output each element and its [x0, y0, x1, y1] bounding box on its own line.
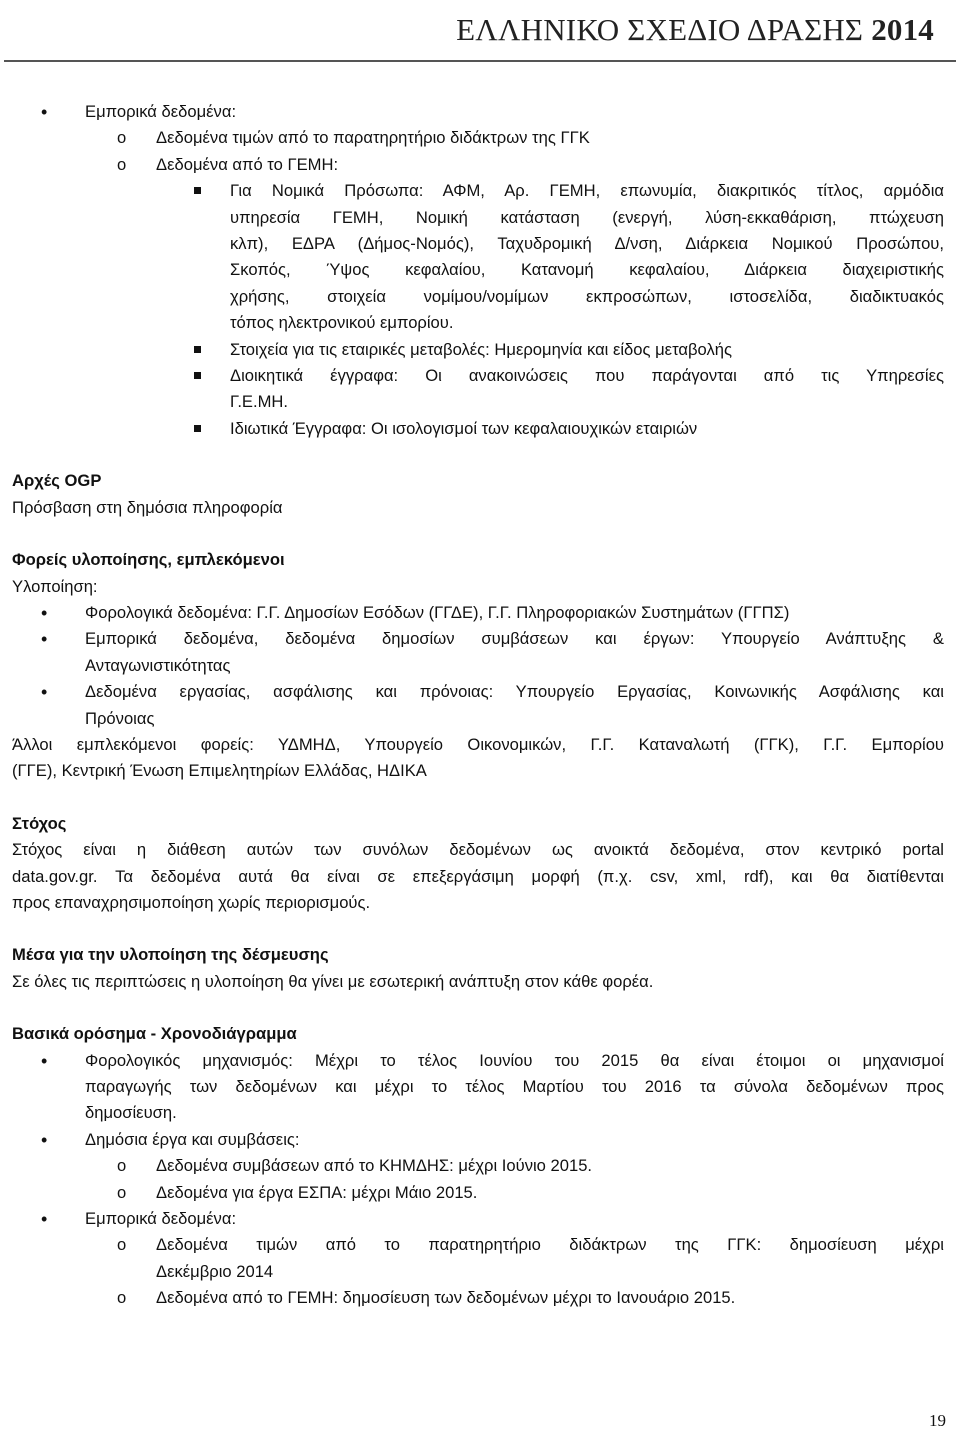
- page-content: [12, 99, 944, 1312]
- header-divider: [4, 60, 956, 62]
- circle-bullet-icon: o: [117, 128, 127, 148]
- spacer: [12, 521, 944, 547]
- paragraph-line: Διοικητικά έγγραφα: Οι ανακοινώσεις που παράγονται από τις Υπηρεσίες: [230, 366, 944, 386]
- paragraph-line: Πρόνοιας: [85, 708, 155, 728]
- bodies-heading: Φορείς υλοποίησης, εμπλεκόμενοι: [12, 550, 285, 570]
- spacer: [12, 785, 944, 811]
- sub-bullet-espa: o Δεδομένα για έργα ΕΣΠΑ: μέχρι Μάιο 2015.: [12, 1180, 944, 1206]
- paragraph-line: τόπος ηλεκτρονικού εμπορίου.: [230, 313, 454, 333]
- bullet-dot-icon: •: [41, 602, 48, 623]
- circle-bullet-icon: o: [117, 1235, 127, 1255]
- spacer: [12, 916, 944, 942]
- means-text: Σε όλες τις περιπτώσεις η υλοποίηση θα γίνει με εσωτερική ανάπτυξη στον κάθε φορέα.: [12, 971, 654, 991]
- page-header: [456, 12, 934, 48]
- bullet-dot-icon: •: [41, 1129, 48, 1150]
- paragraph-line: παραγωγής των δεδομένων και μέχρι το τέλος Μαρτίου του 2016 τα σύνολα δεδομένων προς: [85, 1077, 944, 1096]
- spacer: [12, 995, 944, 1021]
- page-number: 19: [929, 1411, 946, 1430]
- paragraph-line: Ανταγωνιστικότητας: [85, 655, 231, 675]
- paragraph-line: data.gov.gr. Τα δεδομένα αυτά θα είναι σε επεξεργάσιμη μορφή (π.χ. csv, xml, rdf), και θα διατίθενται: [12, 866, 944, 886]
- square-bullet-icon: [194, 425, 201, 432]
- sub-bullet-gemi-milestone: o Δεδομένα από το ΓΕΜΗ: δημοσίευση των δεδομένων μέχρι το Ιανουάριο 2015.: [12, 1285, 944, 1311]
- circle-bullet-icon: o: [117, 1182, 127, 1202]
- square-bullet-corporate-changes: Στοιχεία για τις εταιρικές μεταβολές: Ημερομηνία και είδος μεταβολής: [12, 337, 944, 363]
- paragraph-line: Φορολογικός μηχανισμός: Μέχρι το τέλος Ιουνίου του 2015 θα είναι έτοιμοι οι μηχανισμοί: [85, 1050, 944, 1070]
- sub-bullet-tuition-prices: o Δεδομένα τιμών από το παρατηρητήριο διδάκτρων της ΓΓΚ: [12, 125, 944, 151]
- paragraph-line: προς επαναχρησιμοποίηση χωρίς περιορισμούς.: [12, 892, 371, 912]
- bullet-labour-body: [12, 679, 944, 732]
- paragraph-line: Στόχος είναι η διάθεση αυτών των συνόλων δεδομένων ως ανοικτά δεδομένα, στον κεντρικό portal: [12, 840, 944, 860]
- paragraph-line: υπηρεσία ΓΕΜΗ, Νομική κατάσταση (ενεργή, λύση-εκκαθάριση, πτώχευση: [230, 207, 944, 227]
- bullet-tax-mechanism: [12, 1048, 944, 1127]
- bullet-dot-icon: •: [41, 1050, 48, 1071]
- square-bullet-icon: [194, 372, 201, 379]
- bullet-dot-icon: •: [41, 682, 48, 703]
- paragraph-line: δημοσίευση.: [85, 1103, 177, 1123]
- bullet-public-works: • Δημόσια έργα και συμβάσεις:: [12, 1127, 944, 1153]
- ogp-heading: Αρχές OGP: [12, 471, 102, 491]
- sub-bullet-tuition-milestone: [12, 1232, 944, 1285]
- bullet-commercial-milestones: • Εμπορικά δεδομένα:: [12, 1206, 944, 1232]
- paragraph-line: χρήσης, στοιχεία νομίμου/νομίμων εκπροσώπων, ιστοσελίδα, διαδικτυακός: [230, 286, 944, 306]
- paragraph-line: Άλλοι εμπλεκόμενοι φορείς: ΥΔΜΗΔ, Υπουργείο Οικονομικών, Γ.Γ. Καταναλωτή (ΓΓΚ), Γ.Γ. Εμπορίου: [12, 734, 944, 754]
- paragraph-line: Δεδομένα εργασίας, ασφάλισης και πρόνοιας: Υπουργείο Εργασίας, Κοινωνικής Ασφάλισης και: [85, 682, 944, 702]
- goal-paragraph: [12, 837, 944, 916]
- circle-bullet-icon: o: [117, 154, 127, 174]
- paragraph-line: Γ.Ε.ΜΗ.: [230, 392, 289, 412]
- bullet-tax-data-body: • Φορολογικά δεδομένα: Γ.Γ. Δημοσίων Εσόδων (ΓΓΔΕ), Γ.Γ. Πληροφοριακών Συστημάτων (ΓΓΠΣ): [12, 600, 944, 626]
- square-bullet-icon: [194, 187, 201, 194]
- paragraph-line: Δεκέμβριο 2014: [156, 1261, 274, 1281]
- milestones-heading: Βασικά ορόσημα - Χρονοδιάγραμμα: [12, 1024, 297, 1044]
- bullet-dot-icon: •: [41, 102, 48, 122]
- circle-bullet-icon: o: [117, 1288, 127, 1308]
- bullet-dot-icon: •: [41, 629, 48, 650]
- header-title: ΕΛΛΗΝΙΚΟ ΣΧΕΔΙΟ ΔΡΑΣΗΣ: [456, 12, 864, 47]
- bullet-commercial-data: • Εμπορικά δεδομένα:: [12, 99, 944, 125]
- sub-bullet-gemi: o Δεδομένα από το ΓΕΜΗ:: [12, 152, 944, 178]
- means-heading: Μέσα για την υλοποίηση της δέσμευσης: [12, 945, 329, 965]
- square-bullet-icon: [194, 346, 201, 353]
- square-bullet-legal-entities: [12, 178, 944, 336]
- paragraph-line: (ΓΓΕ), Κεντρική Ένωση Επιμελητηρίων Ελλάδας, ΗΔΙΚΑ: [12, 761, 427, 781]
- paragraph-line: Σκοπός, Ύψος κεφαλαίου, Κατανομή κεφαλαίου, Διάρκεια διαχειριστικής: [230, 260, 944, 280]
- paragraph-line: Για Νομικά Πρόσωπα: ΑΦΜ, Αρ. ΓΕΜΗ, επωνυμία, διακριτικός τίτλος, αρμόδια: [230, 181, 944, 201]
- paragraph-line: κλπ), ΕΔΡΑ (Δήμος-Νομός), Ταχυδρομική Δ/νση, Διάρκεια Νομικού Προσώπου,: [230, 234, 944, 254]
- header-year: 2014: [871, 12, 934, 47]
- square-bullet-admin-documents: [12, 363, 944, 416]
- other-bodies-paragraph: [12, 732, 944, 785]
- sub-bullet-kimdis: o Δεδομένα συμβάσεων από το ΚΗΜΔΗΣ: μέχρι Ιούνιο 2015.: [12, 1153, 944, 1179]
- paragraph-line: Δεδομένα τιμών από το παρατηρητήριο διδάκτρων της ΓΓΚ: δημοσίευση μέχρι: [156, 1235, 944, 1255]
- goal-heading: Στόχος: [12, 813, 67, 833]
- spacer: [12, 442, 944, 468]
- bullet-dot-icon: •: [41, 1209, 48, 1230]
- ogp-text: Πρόσβαση στη δημόσια πληροφορία: [12, 497, 283, 517]
- bodies-intro: Υλοποίηση:: [12, 576, 98, 596]
- square-bullet-private-documents: Ιδιωτικά Έγγραφα: Οι ισολογισμοί των κεφαλαιουχικών εταιριών: [12, 416, 944, 442]
- circle-bullet-icon: o: [117, 1156, 127, 1176]
- bullet-commercial-body: [12, 626, 944, 679]
- paragraph-line: Εμπορικά δεδομένα, δεδομένα δημοσίων συμβάσεων και έργων: Υπουργείο Ανάπτυξης &: [85, 629, 944, 649]
